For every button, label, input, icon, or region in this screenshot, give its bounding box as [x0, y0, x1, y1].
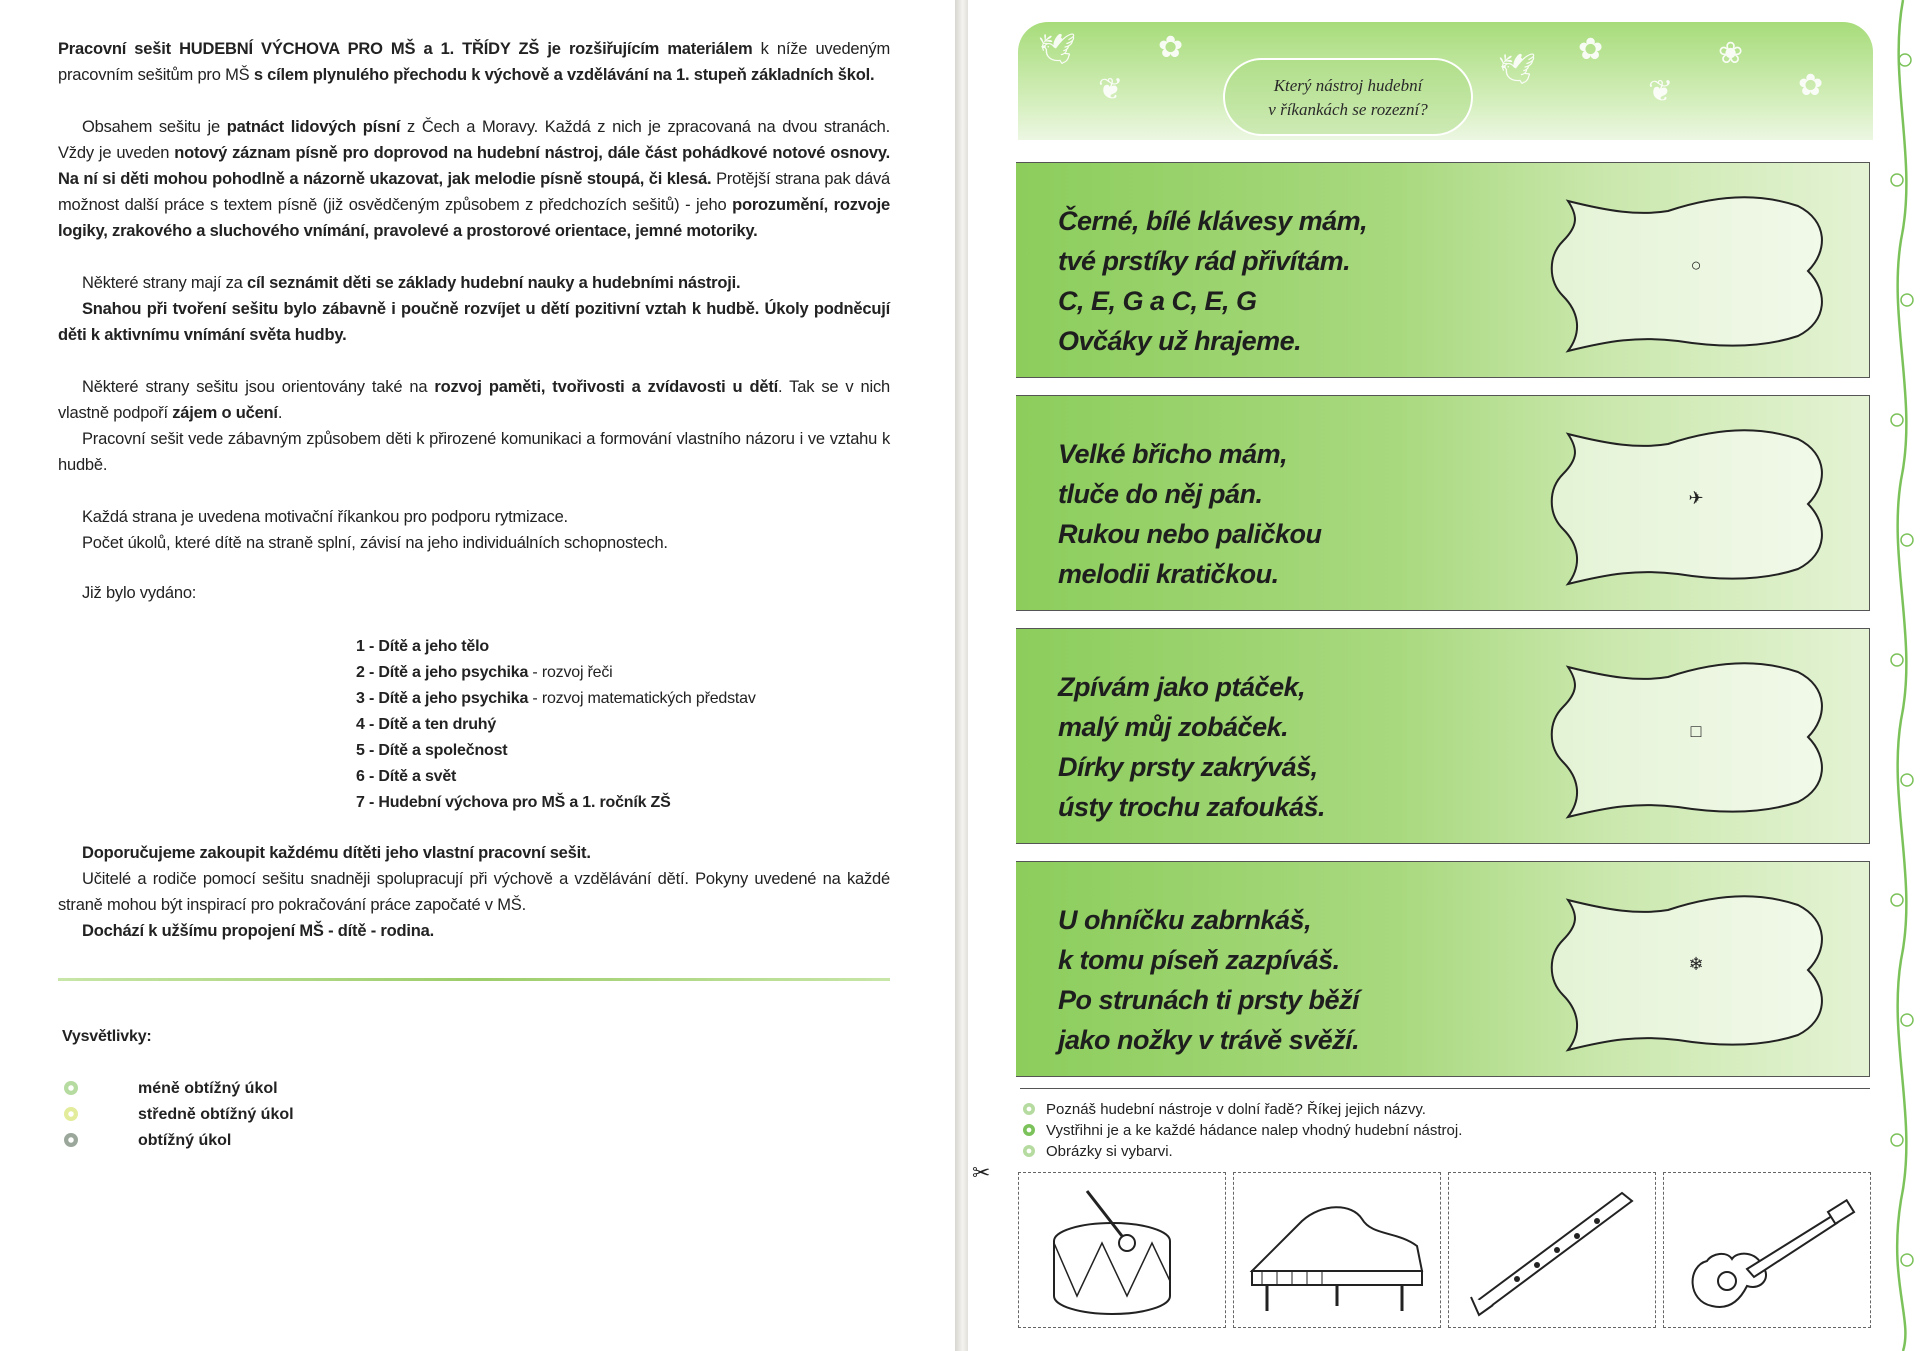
page-title: Který nástroj hudební v říkankách se rozezní? [1223, 58, 1473, 136]
drum-icon [1027, 1181, 1219, 1321]
flower-icon [64, 1081, 78, 1095]
legend [62, 1076, 294, 1154]
square-icon: □ [1690, 721, 1702, 741]
recommend-line-1: Doporučujeme zakoupit každému dítěti jeho vlastní pracovní sešit. [82, 844, 591, 862]
plane-icon: ✈ [1688, 488, 1704, 508]
riddle-text: Černé, bílé klávesy mám, tvé prstíky rád přivítám. C, E, G a C, E, G Ovčáky už hrajeme. [1058, 206, 1368, 356]
book-list [356, 634, 756, 816]
list-item: 7 - Hudební výchova pro MŠ a 1. ročník ZŠ [356, 794, 671, 811]
riddle-text: U ohníčku zabrnkáš, k tomu píseň zazpíváš. Po strunách ti prsty běží jako nožky v trávě svěží. [1058, 905, 1360, 1055]
riddle-text: Velké břicho mám, tluče do něj pán. Rukou nebo paličkou melodii kratičkou. [1058, 439, 1322, 589]
intro-paragraph-5b: Počet úkolů, které dítě na straně splní, závisí na jeho individuálních schopnostech. [82, 534, 668, 552]
intro-paragraph-5a: Každá strana je uvedena motivační říkankou pro podporu rytmizace. [82, 508, 568, 526]
bird-icon: 🕊 [1498, 53, 1537, 86]
flower-icon: ✿ [1798, 69, 1824, 102]
cutout-card[interactable] [1018, 1172, 1226, 1328]
intro-paragraph-1: Pracovní sešit HUDEBNÍ VÝCHOVA PRO MŠ a 1. TŘÍDY ZŠ je rozšiřujícím materiálem k níže uvedeným pracovním sešitům pro MŠ s cílem plynulého přechodu k výchově a vzdělávání na 1. stupeň základních škol. [58, 40, 890, 84]
list-item: 2 - Dítě a jeho psychika - rozvoj řeči [356, 664, 613, 681]
recommend-line-2: Učitelé a rodiče pomocí sešitu snadněji spolupracují při výchově a vzdělávání dětí. Pokyny uvedené na každé straně mohou být inspirací pro pokračování práce započaté v MŠ. [58, 870, 890, 914]
recommend-line-3: Dochází k užšímu propojení MŠ - dítě - rodina. [82, 922, 434, 940]
cutout-row [1018, 1172, 1872, 1330]
instruction-item: Vystřihni je a ke každé hádance nalep vhodný hudební nástroj. [1020, 1120, 1870, 1141]
vine-border [1883, 0, 1920, 1351]
snowflake-icon: ❄ [1688, 954, 1704, 974]
list-item: 5 - Dítě a společnost [356, 742, 508, 759]
cutout-card[interactable] [1663, 1172, 1871, 1328]
flower-icon: ✿ [1158, 31, 1184, 64]
flower-icon [64, 1107, 78, 1121]
flower-icon [1023, 1103, 1035, 1115]
riddle-box [1016, 162, 1870, 378]
recorder-icon [1457, 1181, 1649, 1321]
circle-icon: ○ [1690, 255, 1702, 275]
riddle-box [1016, 395, 1870, 611]
recommendation [58, 840, 890, 944]
book-gutter [955, 0, 968, 1351]
swirl-icon: ❦ [1098, 73, 1124, 106]
task-instructions [1020, 1088, 1870, 1162]
published-label: Již bylo vydáno: [82, 584, 197, 602]
flower-icon: ❀ [1718, 37, 1744, 70]
legend-title: Vysvětlivky: [62, 1028, 152, 1045]
intro-paragraph-4b: Pracovní sešit vede zábavným způsobem děti k přirozené komunikaci a formování vlastního názoru i ve vztahu k hudbě. [58, 430, 890, 474]
intro-paragraph-3b: Snahou při tvoření sešitu bylo zábavně i poučně rozvíjet u dětí pozitivní vztah k hudbě. Úkoly podněcují děti k aktivnímu vnímání světa hudby. [58, 300, 890, 344]
guitar-icon [1672, 1181, 1864, 1321]
header-ornament [1018, 22, 1873, 140]
legend-item: méně obtížný úkol [62, 1076, 294, 1102]
legend-item: středně obtížný úkol [62, 1102, 294, 1128]
bird-icon: 🕊 [1038, 33, 1077, 66]
instruction-item: Poznáš hudební nástroje v dolní řadě? Říkej jejich názvy. [1020, 1099, 1870, 1120]
riddle-box [1016, 628, 1870, 844]
right-page [968, 0, 1920, 1351]
list-item: 1 - Dítě a jeho tělo [356, 638, 489, 655]
swirl-icon: ❦ [1648, 75, 1674, 108]
cutout-card[interactable] [1233, 1172, 1441, 1328]
flower-icon [64, 1133, 78, 1147]
green-divider [58, 978, 890, 981]
flower-icon [1023, 1124, 1035, 1136]
piano-icon [1242, 1181, 1434, 1321]
list-item: 4 - Dítě a ten druhý [356, 716, 497, 733]
riddle-box [1016, 861, 1870, 1077]
list-item: 3 - Dítě a jeho psychika - rozvoj matematických představ [356, 690, 756, 707]
riddle-text: Zpívám jako ptáček, malý můj zobáček. Dírky prsty zakrýváš, ústy trochu zafoukáš. [1058, 672, 1326, 822]
intro-paragraph-2: Obsahem sešitu je patnáct lidových písní z Čech a Moravy. Každá z nich je zpracovaná na dvou stranách. Vždy je uveden notový záznam písně pro doprovod na hudební nástroj, dále část pohádkové notové osnovy. Na ní si děti mohou pohodlně a názorně ukazovat, jak melodie písně stoupá, či klesá. Protější strana pak dává možnost další práce s textem písně (již osvědčeným způsobem z předchozích sešitů) - jeho porozumění, rozvoje logiky, zrakového a sluchového vnímání, pravolevé a prostorové orientace, jemné motoriky. [58, 118, 890, 240]
list-item: 6 - Dítě a svět [356, 768, 457, 785]
legend-item: obtížný úkol [62, 1128, 294, 1154]
flower-icon [1023, 1145, 1035, 1157]
scissors-icon: ✂ [972, 1160, 991, 1185]
instruction-item: Obrázky si vybarvi. [1020, 1141, 1870, 1162]
intro-paragraph-4a: Některé strany sešitu jsou orientovány také na rozvoj paměti, tvořivosti a zvídavosti u dětí. Tak se v nich vlastně podpoří zájem o učení. [58, 378, 890, 422]
cutout-card[interactable] [1448, 1172, 1656, 1328]
flower-icon: ✿ [1578, 33, 1604, 66]
intro-text [58, 36, 890, 582]
intro-paragraph-3a: Některé strany mají za cíl seznámit děti se základy hudební nauky a hudebními nástroji. [82, 274, 741, 292]
left-page [0, 0, 955, 1351]
